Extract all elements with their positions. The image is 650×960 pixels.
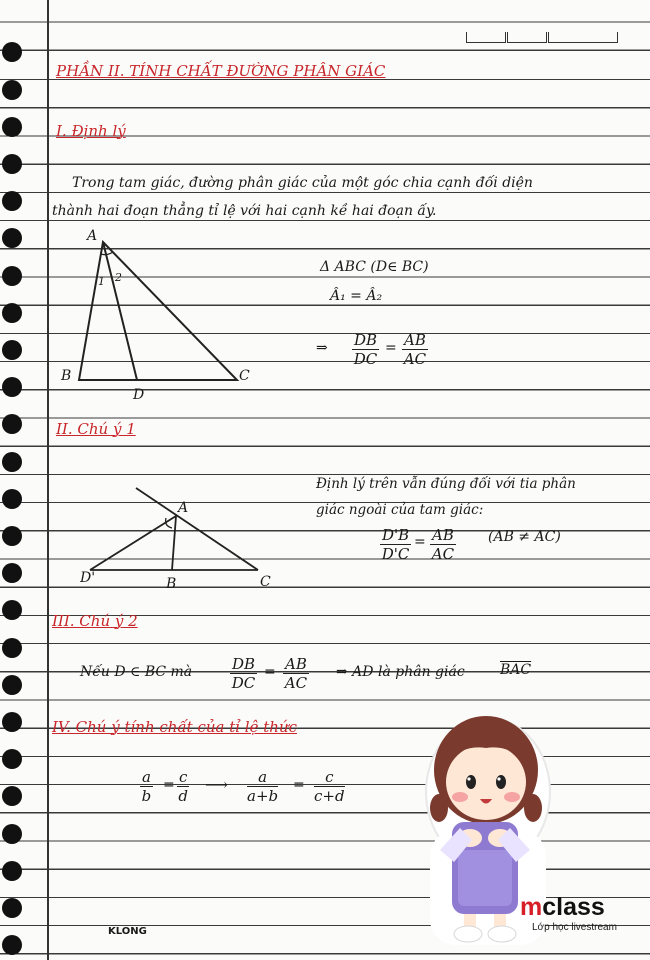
binding-hole <box>2 489 22 509</box>
angle-1-label: 1 <box>98 275 105 288</box>
point-d-label: D <box>133 387 145 403</box>
fraction-ab-ac: $\frac{AB}{AC}$ <box>284 655 308 692</box>
vertex-c-label: C <box>239 368 250 384</box>
binding-hole <box>2 117 22 137</box>
binding-hole <box>2 935 22 955</box>
point-d-prime-label: D' <box>80 570 96 586</box>
binding-hole <box>2 377 22 397</box>
theorem-line-2: thành hai đoạn thẳng tỉ lệ với hai cạnh kề hai đoạn ấy. <box>52 203 437 219</box>
fraction-db-dc: $\frac{DB}{DC}$ <box>231 655 256 692</box>
date-box <box>507 32 547 43</box>
mclass-logo <box>520 893 617 933</box>
section-heading-4: IV. Chú ý tính chất của tỉ lệ thức <box>52 718 298 736</box>
fraction-dpb-dpc: $\frac{D'B}{D'C}$ <box>381 526 410 563</box>
binding-hole <box>2 42 22 62</box>
binding-hole <box>2 154 22 174</box>
note2-suffix: ⇒ AD là phân giác <box>336 664 465 680</box>
fraction-ab-ac: $\frac{AB}{AC}$ <box>431 526 455 563</box>
binding-hole <box>2 749 22 769</box>
equals-sign: = <box>163 777 175 793</box>
binding-hole <box>2 824 22 844</box>
binding-hole <box>2 228 22 248</box>
binding-hole <box>2 861 22 881</box>
vertex-b-label: B <box>61 368 72 384</box>
vertex-a-label: A <box>178 500 189 516</box>
section-heading-3: III. Chú ý 2 <box>52 612 138 630</box>
vertex-c-label: C <box>260 574 271 588</box>
margin-line <box>47 0 49 960</box>
triangle-figure-1 <box>55 222 275 407</box>
binding-hole <box>2 600 22 620</box>
binding-hole <box>2 712 22 732</box>
section-heading-1: I. Định lý <box>56 122 126 140</box>
equals-sign: = <box>385 340 397 356</box>
binding-hole <box>2 638 22 658</box>
binding-hole <box>2 786 22 806</box>
binding-hole <box>2 414 22 434</box>
logo-brand-m: m <box>520 893 543 921</box>
date-box <box>466 32 506 43</box>
binding-hole <box>2 526 22 546</box>
date-box <box>548 32 618 43</box>
triangle-figure-2 <box>80 478 280 588</box>
fraction-ab-ac: $\frac{AB}{AC}$ <box>403 331 427 368</box>
footer-author: KLONG <box>108 926 147 937</box>
binding-hole <box>2 898 22 918</box>
theorem-line-1: Trong tam giác, đường phân giác của một góc chia cạnh đối diện <box>72 175 533 191</box>
binding-hole <box>2 452 22 472</box>
equals-sign: = <box>414 534 426 550</box>
angle-bac: $\overline{BAC}$ <box>500 662 532 678</box>
section-heading-2: II. Chú ý 1 <box>56 420 136 438</box>
given-triangle: Δ ABC (D∈ BC) <box>320 259 429 275</box>
binding-hole <box>2 266 22 286</box>
binding-hole <box>2 563 22 583</box>
right-arrow: ⟶ <box>205 775 228 794</box>
implies-arrow: ⇒ <box>316 340 328 356</box>
logo-brand-rest: class <box>542 893 605 921</box>
fraction-db-dc: $\frac{DB}{DC}$ <box>353 331 378 368</box>
part-heading: PHẦN II. TÍNH CHẤT ĐƯỜNG PHÂN GIÁC <box>56 62 386 80</box>
binding-hole <box>2 80 22 100</box>
fraction-a-b: $\frac{a}{b}$ <box>141 768 152 805</box>
note1-line-2: giác ngoài của tam giác: <box>316 502 484 518</box>
binding-hole <box>2 191 22 211</box>
condition-text: (AB ≠ AC) <box>488 529 561 545</box>
angle-2-label: 2 <box>115 271 122 284</box>
fraction-a-over-a-plus-b: $\frac{a}{a+b}$ <box>247 768 279 805</box>
equals-sign: = <box>293 777 305 793</box>
given-angles: Â₁ = Â₂ <box>330 288 383 304</box>
vertex-b-label: B <box>166 576 177 588</box>
fraction-c-over-c-plus-d: $\frac{c}{c+d}$ <box>314 768 345 805</box>
note1-line-1: Định lý trên vẫn đúng đối với tia phân <box>316 476 576 492</box>
binding-hole <box>2 340 22 360</box>
logo-tagline: Lớp học livestream <box>532 922 617 933</box>
equals-sign: = <box>264 664 276 680</box>
vertex-a-label: A <box>87 228 98 244</box>
binding-hole <box>2 675 22 695</box>
fraction-c-d: $\frac{c}{d}$ <box>178 768 188 805</box>
note2-prefix: Nếu D ∈ BC mà <box>80 664 193 680</box>
binding-hole <box>2 303 22 323</box>
